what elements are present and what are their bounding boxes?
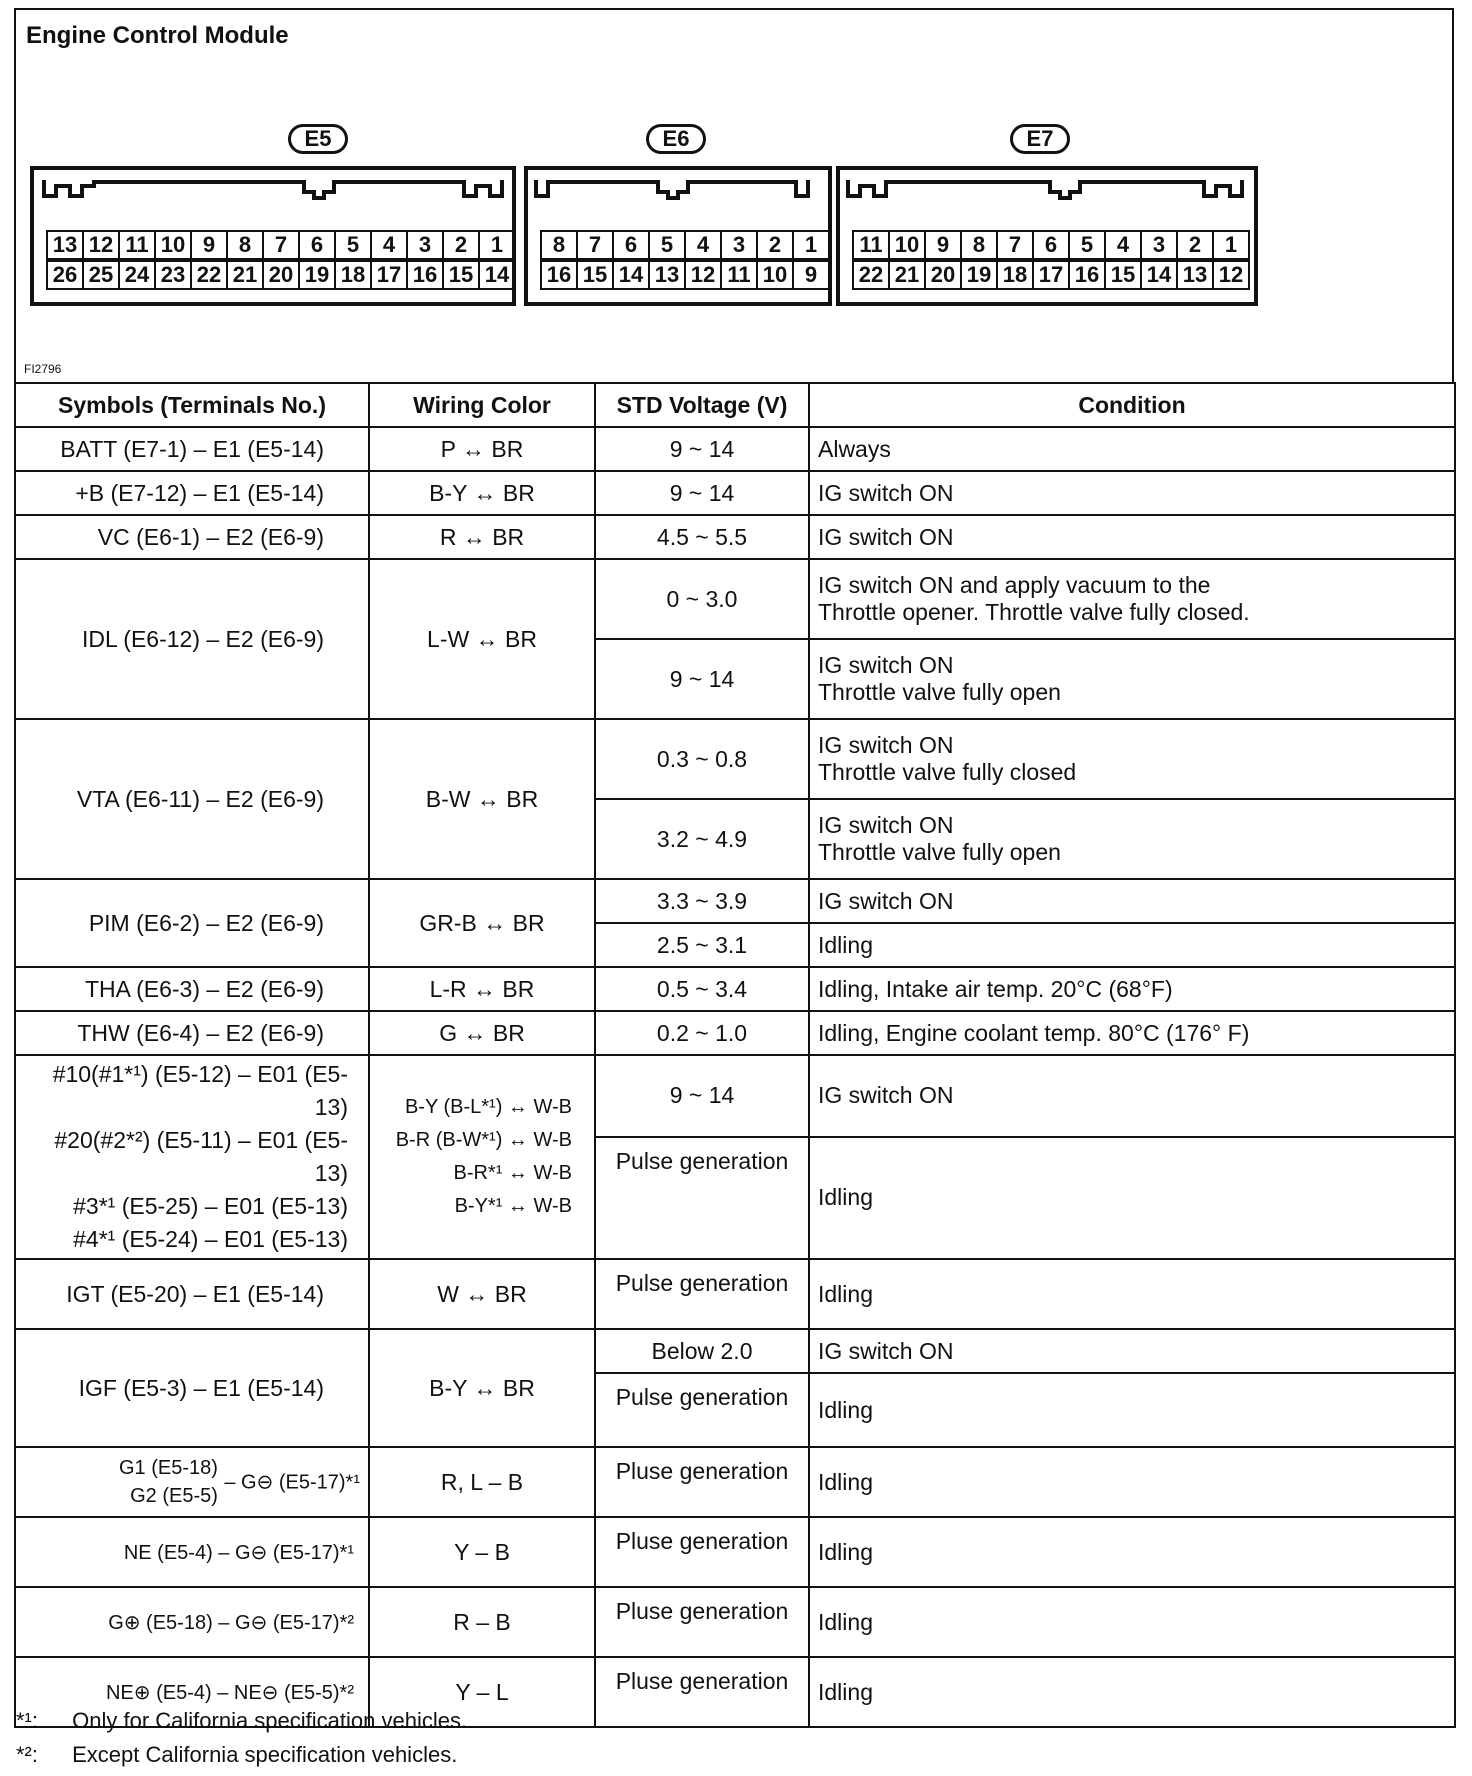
connector-pin: 23: [154, 260, 192, 290]
connector-pin: 11: [852, 230, 890, 260]
row-wiring: R ↔ BR: [369, 515, 595, 559]
connector-pin: 16: [406, 260, 444, 290]
row-condition: [809, 719, 1455, 799]
connector-e5-keys: [34, 170, 520, 210]
document-sheet: [14, 8, 1458, 1705]
symbol-line: #10(#1*¹) (E5-12) – E01 (E5-13): [52, 1061, 348, 1120]
row-voltage: 0.2 ~ 1.0: [595, 1011, 809, 1055]
connector-pin: 7: [576, 230, 614, 260]
row-condition: Idling: [809, 1587, 1455, 1657]
row-symbol: NE⊕ (E5-4) – NE⊖ (E5-5)*²: [15, 1657, 369, 1727]
footnote-mark: *²:: [16, 1742, 38, 1767]
footnote-text: Only for California specification vehicles.: [72, 1708, 468, 1733]
row-condition: Idling, Intake air temp. 20°C (68°F): [809, 967, 1455, 1011]
row-condition: [809, 559, 1455, 639]
connector-pin: 25: [82, 260, 120, 290]
connector-pin: 6: [612, 230, 650, 260]
table-row: [15, 1055, 1455, 1137]
connector-pin: 3: [720, 230, 758, 260]
connector-pin: 10: [154, 230, 192, 260]
table-row: [15, 1517, 1455, 1587]
connector-pin: 12: [1212, 260, 1250, 290]
row-symbol: IGF (E5-3) – E1 (E5-14): [15, 1329, 369, 1447]
row-symbol: [15, 1447, 369, 1517]
connector-label-e5: E5: [288, 124, 348, 154]
row-condition: IG switch ON: [809, 471, 1455, 515]
footnote: [16, 1708, 467, 1742]
connector-pin: 1: [1212, 230, 1250, 260]
connector-pin: 2: [756, 230, 794, 260]
row-voltage: Below 2.0: [595, 1329, 809, 1373]
row-symbol: VC (E6-1) – E2 (E6-9): [15, 515, 369, 559]
connector-pin: 15: [442, 260, 480, 290]
row-voltage: 3.3 ~ 3.9: [595, 879, 809, 923]
table-row: [15, 471, 1455, 515]
row-condition: [809, 799, 1455, 879]
row-wiring: GR-B ↔ BR: [369, 879, 595, 967]
connector-pin: 14: [612, 260, 650, 290]
connector-pin: 14: [1140, 260, 1178, 290]
connector-e5-pins: [46, 230, 514, 290]
row-condition: Idling: [809, 1657, 1455, 1727]
row-voltage: Pluse generation: [595, 1657, 809, 1727]
connector-pin: 18: [996, 260, 1034, 290]
row-voltage: 0.5 ~ 3.4: [595, 967, 809, 1011]
connector-pin: 19: [960, 260, 998, 290]
header-symbols: Symbols (Terminals No.): [15, 383, 369, 427]
connector-pin: 13: [1176, 260, 1214, 290]
row-symbol: IDL (E6-12) – E2 (E6-9): [15, 559, 369, 719]
row-symbol: PIM (E6-2) – E2 (E6-9): [15, 879, 369, 967]
connector-pin: 11: [118, 230, 156, 260]
connector-pin: 20: [924, 260, 962, 290]
wiring-line: B-Y (B-L*¹) ↔ W-B: [404, 1096, 572, 1118]
row-condition: Idling: [809, 1517, 1455, 1587]
connector-pin: 7: [262, 230, 300, 260]
connector-e6-pins: [540, 230, 828, 290]
connector-pin: 12: [684, 260, 722, 290]
table-row: [15, 559, 1455, 639]
connector-pin: 4: [370, 230, 408, 260]
connector-pin: 8: [540, 230, 578, 260]
connector-pin: 22: [852, 260, 890, 290]
connector-pin: 13: [648, 260, 686, 290]
condition-line: Throttle valve fully open: [818, 679, 1061, 705]
row-wiring: R – B: [369, 1587, 595, 1657]
row-voltage: 2.5 ~ 3.1: [595, 923, 809, 967]
connector-e6-keys: [528, 170, 836, 210]
condition-line: IG switch ON: [818, 652, 954, 678]
row-symbol: NE (E5-4) – G⊖ (E5-17)*¹: [15, 1517, 369, 1587]
row-voltage: Pulse generation: [595, 1373, 809, 1447]
connector-pin: 6: [1032, 230, 1070, 260]
row-wiring: L-R ↔ BR: [369, 967, 595, 1011]
connector-pin: 18: [334, 260, 372, 290]
row-voltage: Pluse generation: [595, 1587, 809, 1657]
footnote: [16, 1742, 467, 1776]
connector-pin: 8: [226, 230, 264, 260]
header-condition: Condition: [809, 383, 1455, 427]
condition-line: IG switch ON: [818, 812, 954, 838]
row-wiring: [369, 1055, 595, 1259]
connector-pin: 19: [298, 260, 336, 290]
connector-pin: 9: [190, 230, 228, 260]
symbol-line: #20(#2*²) (E5-11) – E01 (E5-13): [54, 1127, 348, 1186]
connector-pin: 16: [540, 260, 578, 290]
condition-line: IG switch ON and apply vacuum to the: [818, 572, 1211, 598]
row-wiring: P ↔ BR: [369, 427, 595, 471]
connector-pin: 6: [298, 230, 336, 260]
connector-label-e7: E7: [1010, 124, 1070, 154]
connector-pin: 1: [478, 230, 516, 260]
symbol-line: #4*¹ (E5-24) – E01 (E5-13): [73, 1226, 348, 1252]
row-condition: Idling: [809, 1137, 1455, 1259]
symbol-line: G2 (E5-5): [130, 1485, 218, 1507]
row-wiring: Y – B: [369, 1517, 595, 1587]
wiring-line: B-Y*¹ ↔ W-B: [454, 1195, 572, 1217]
connector-pin: 17: [370, 260, 408, 290]
table-row: [15, 1587, 1455, 1657]
row-voltage: 9 ~ 14: [595, 1055, 809, 1137]
connector-pin: 1: [792, 230, 830, 260]
connector-pin: 5: [1068, 230, 1106, 260]
footnotes: [16, 1708, 467, 1776]
row-voltage: 9 ~ 14: [595, 471, 809, 515]
row-symbol: THW (E6-4) – E2 (E6-9): [15, 1011, 369, 1055]
connector-pin: 5: [334, 230, 372, 260]
figure-reference: FI2796: [24, 362, 62, 376]
table-row: [15, 1011, 1455, 1055]
condition-line: Throttle valve fully closed: [818, 759, 1077, 785]
row-wiring: Y – L: [369, 1657, 595, 1727]
row-condition: IG switch ON: [809, 515, 1455, 559]
table-row: [15, 515, 1455, 559]
table-row: [15, 967, 1455, 1011]
row-symbol: VTA (E6-11) – E2 (E6-9): [15, 719, 369, 879]
connector-e6: [524, 166, 832, 306]
row-symbol: +B (E7-12) – E1 (E5-14): [15, 471, 369, 515]
connector-pin: 3: [1140, 230, 1178, 260]
row-voltage: 0.3 ~ 0.8: [595, 719, 809, 799]
row-symbol: THA (E6-3) – E2 (E6-9): [15, 967, 369, 1011]
row-condition: [809, 639, 1455, 719]
connector-pin: 4: [684, 230, 722, 260]
condition-line: Throttle valve fully open: [818, 839, 1061, 865]
row-symbol: G⊕ (E5-18) – G⊖ (E5-17)*²: [15, 1587, 369, 1657]
connector-pin: 14: [478, 260, 516, 290]
row-voltage: Pluse generation: [595, 1447, 809, 1517]
row-voltage: Pulse generation: [595, 1137, 809, 1259]
row-condition: Idling: [809, 1447, 1455, 1517]
connector-pin: 12: [82, 230, 120, 260]
connector-pin: 2: [1176, 230, 1214, 260]
connector-pin: 5: [648, 230, 686, 260]
connector-pin: 7: [996, 230, 1034, 260]
row-wiring: G ↔ BR: [369, 1011, 595, 1055]
row-wiring: B-W ↔ BR: [369, 719, 595, 879]
connector-pin: 17: [1032, 260, 1070, 290]
symbol-line: G1 (E5-18): [118, 1457, 218, 1479]
row-voltage: Pulse generation: [595, 1259, 809, 1329]
row-condition: IG switch ON: [809, 1329, 1455, 1373]
connector-pin: 24: [118, 260, 156, 290]
connector-pin: 9: [792, 260, 830, 290]
row-voltage: 4.5 ~ 5.5: [595, 515, 809, 559]
row-voltage: 9 ~ 14: [595, 427, 809, 471]
table-row: [15, 1447, 1455, 1517]
condition-line: IG switch ON: [818, 732, 954, 758]
connector-pin: 2: [442, 230, 480, 260]
connector-pin: 11: [720, 260, 758, 290]
connector-pin: 20: [262, 260, 300, 290]
connector-pin: 26: [46, 260, 84, 290]
row-symbol: [15, 1055, 369, 1259]
connector-label-e6: E6: [646, 124, 706, 154]
table-row: [15, 1259, 1455, 1329]
connector-e7-keys: [840, 170, 1262, 210]
connector-e7-pins: [852, 230, 1248, 290]
footnote-text: Except California specification vehicles.: [72, 1742, 458, 1767]
row-wiring: W ↔ BR: [369, 1259, 595, 1329]
row-voltage: 9 ~ 14: [595, 639, 809, 719]
row-symbol: BATT (E7-1) – E1 (E5-14): [15, 427, 369, 471]
symbol-stack: [119, 1454, 218, 1510]
connector-e5: [30, 166, 516, 306]
connector-pin: 13: [46, 230, 84, 260]
row-voltage: 3.2 ~ 4.9: [595, 799, 809, 879]
table-row: [15, 879, 1455, 923]
row-condition: Idling: [809, 1373, 1455, 1447]
connector-pin: 8: [960, 230, 998, 260]
module-title: Engine Control Module: [26, 22, 289, 49]
condition-line: Throttle opener. Throttle valve fully closed.: [818, 599, 1250, 625]
connector-pin: 10: [888, 230, 926, 260]
row-condition: Idling: [809, 1259, 1455, 1329]
row-condition: IG switch ON: [809, 1055, 1455, 1137]
row-wiring: B-Y ↔ BR: [369, 1329, 595, 1447]
row-condition: Idling, Engine coolant temp. 80°C (176° F): [809, 1011, 1455, 1055]
connector-pin: 9: [924, 230, 962, 260]
table-row: [15, 719, 1455, 799]
row-condition: IG switch ON: [809, 879, 1455, 923]
row-voltage: Pluse generation: [595, 1517, 809, 1587]
connector-e7: [836, 166, 1258, 306]
symbol-tail: – G⊖ (E5-17)*¹: [224, 1471, 360, 1494]
row-wiring: B-Y ↔ BR: [369, 471, 595, 515]
row-condition: Idling: [809, 923, 1455, 967]
connector-pin: 22: [190, 260, 228, 290]
row-wiring: R, L – B: [369, 1447, 595, 1517]
connector-pin: 21: [226, 260, 264, 290]
wiring-line: B-R (B-W*¹) ↔ W-B: [395, 1129, 572, 1151]
connector-pin: 16: [1068, 260, 1106, 290]
wiring-line: B-R*¹ ↔ W-B: [453, 1162, 572, 1184]
connector-pin: 15: [576, 260, 614, 290]
connector-pin: 10: [756, 260, 794, 290]
connector-diagram: [14, 8, 1454, 384]
row-voltage: 0 ~ 3.0: [595, 559, 809, 639]
row-condition: Always: [809, 427, 1455, 471]
terminal-voltage-table: [14, 382, 1456, 1728]
connector-pin: 4: [1104, 230, 1142, 260]
row-symbol: IGT (E5-20) – E1 (E5-14): [15, 1259, 369, 1329]
table-row: [15, 1329, 1455, 1373]
footnote-mark: *¹:: [16, 1708, 38, 1733]
row-wiring: L-W ↔ BR: [369, 559, 595, 719]
connector-pin: 3: [406, 230, 444, 260]
connector-pin: 21: [888, 260, 926, 290]
header-std-voltage: STD Voltage (V): [595, 383, 809, 427]
table-row: [15, 427, 1455, 471]
symbol-line: #3*¹ (E5-25) – E01 (E5-13): [73, 1193, 348, 1219]
table-header-row: [15, 383, 1455, 427]
connector-pin: 15: [1104, 260, 1142, 290]
header-wiring-color: Wiring Color: [369, 383, 595, 427]
